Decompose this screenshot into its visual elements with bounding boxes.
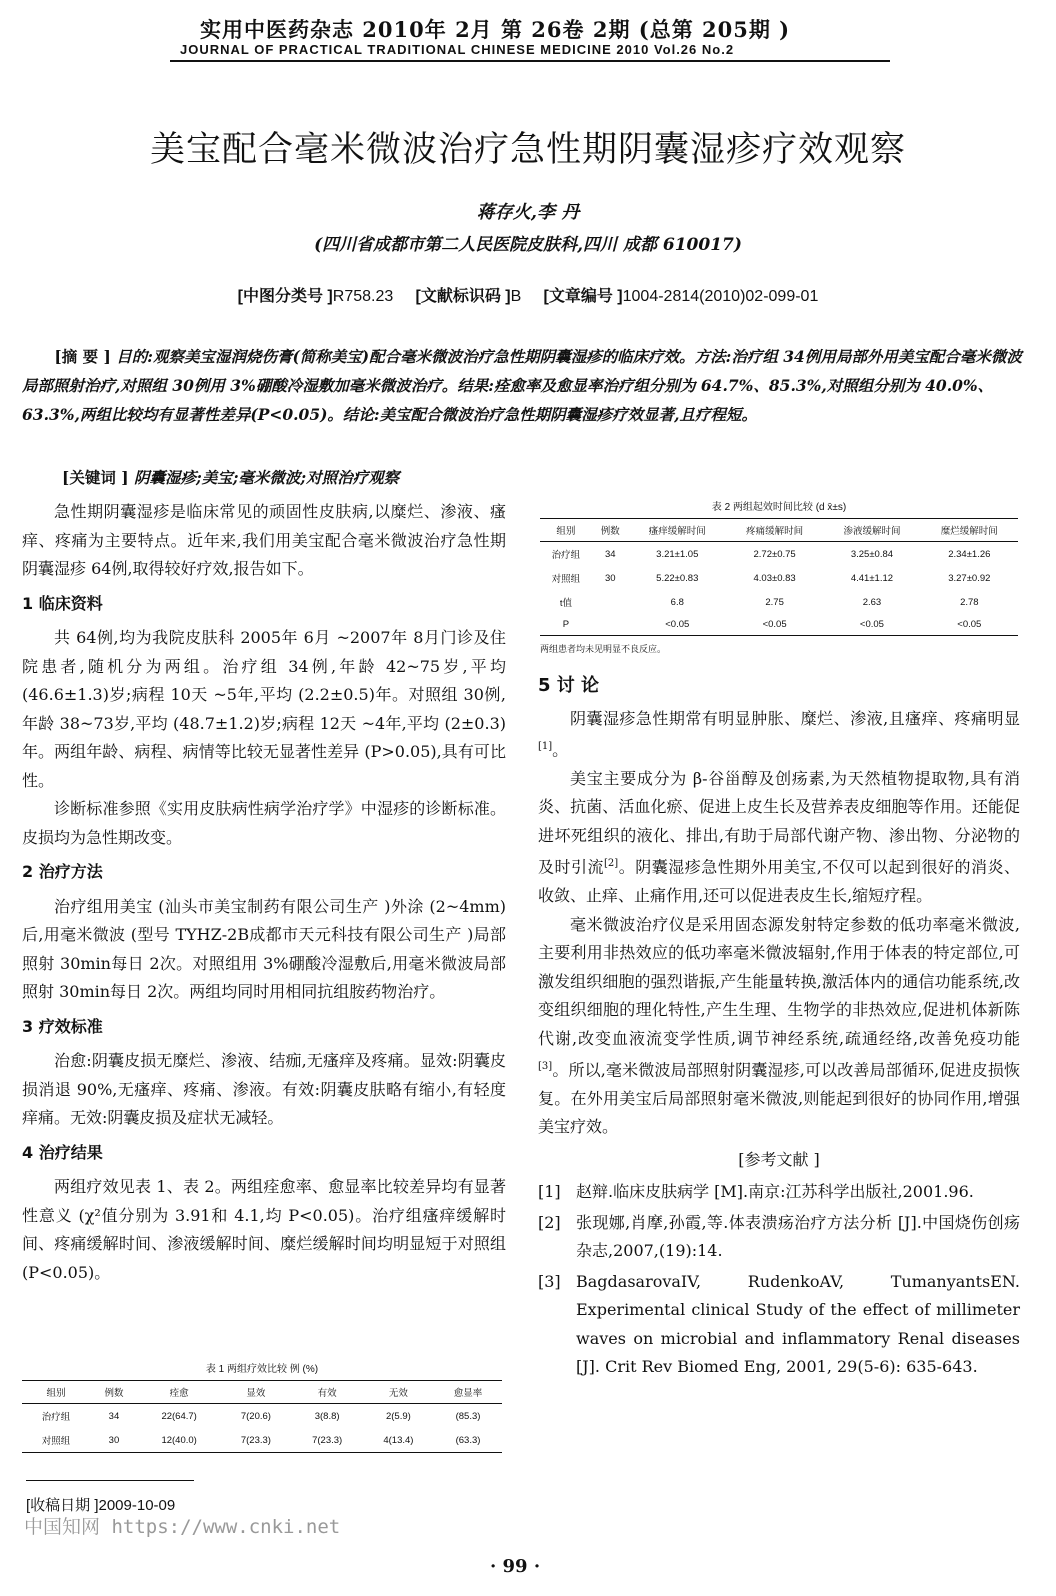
table-cell: 2.34±1.26 bbox=[948, 548, 991, 560]
section-5-p1-end: 。 bbox=[552, 740, 569, 760]
citation-3: [3] bbox=[538, 1061, 553, 1073]
article-no-label: [文章编号 ] bbox=[543, 288, 623, 305]
table-cell: 7(23.3) bbox=[292, 1428, 363, 1453]
article-title: 美宝配合毫米微波治疗急性期阴囊湿疹疗效观察 bbox=[149, 130, 906, 170]
table-1-header: 显效 bbox=[220, 1381, 291, 1404]
right-column bbox=[538, 672, 1020, 1382]
table-row bbox=[22, 1428, 502, 1453]
table-cell: 12(40.0) bbox=[138, 1428, 220, 1453]
table-cell: 22(64.7) bbox=[161, 1410, 197, 1422]
section-5-paragraph-1 bbox=[538, 705, 1020, 765]
header-rule bbox=[170, 60, 890, 62]
affiliation: (四川省成都市第二人民医院皮肤科,四川 成都 610017) bbox=[314, 235, 742, 255]
table-cell: 2(5.9) bbox=[385, 1410, 411, 1422]
table-row bbox=[540, 614, 1018, 636]
table-cell: 4(13.4) bbox=[363, 1428, 434, 1453]
section-3-paragraph: 治愈:阴囊皮损无糜烂、渗液、结痂,无瘙痒及疼痛。显效:阴囊皮损消退 90%,无瘙痒、疼痛、渗液。有效:阴囊皮肤略有缩小,有轻度痒痛。无效:阴囊皮损及症状无减轻。 bbox=[22, 1051, 506, 1127]
table-1-caption: 表 1 两组疗效比较 例 (%) bbox=[205, 1364, 319, 1375]
doc-code-value: B bbox=[510, 288, 522, 305]
section-5-p2-end: 。阴囊湿疹急性期外用美宝,不仅可以起到很好的消炎、收敛、止痒、止痛作用,还可以促进表皮生长,缩短疗程。 bbox=[538, 857, 1020, 906]
classification-line bbox=[0, 283, 1056, 306]
table-cell: 34 bbox=[604, 548, 616, 560]
table-cell: 5.22±0.83 bbox=[656, 572, 699, 584]
section-5-paragraph-2 bbox=[538, 765, 1020, 911]
reference-number: [3] bbox=[538, 1271, 561, 1291]
table-cell: (63.3) bbox=[434, 1428, 502, 1453]
table-cell: 2.63 bbox=[862, 596, 882, 608]
section-2-paragraph: 治疗组用美宝 (汕头市美宝制药有限公司生产 )外涂 (2~4mm)后,用毫米微波 (型号 TYHZ-2B成都市天元科技有限公司生产 )局部照射 30min每日 2次。对照组用 3%硼酸冷湿敷后,用毫米微波局部照射 30min每日 2次。两组均同时用相同抗组胺药物治疗。 bbox=[22, 896, 506, 1001]
section-4-paragraph: 两组疗效见表 1、表 2。两组痊愈率、愈显率比较差异均有显著性意义 (χ²值分别为 3.91和 4.1,均 P<0.05)。治疗组瘙痒缓解时间、疼痛缓解时间、渗液缓解时间、糜烂缓解时间均明显短于对照组 (P<0.05)。 bbox=[22, 1177, 506, 1282]
table-cell: <0.05 bbox=[823, 614, 920, 636]
keywords-text: 阴囊湿疹;美宝;毫米微波;对照治疗观察 bbox=[128, 468, 400, 487]
left-column bbox=[22, 498, 506, 1287]
table-1-header: 无效 bbox=[363, 1381, 434, 1404]
table-cell: t值 bbox=[559, 598, 572, 609]
table-cell bbox=[592, 614, 629, 636]
table-2-note: 两组患者均未见明显不良反应。 bbox=[540, 644, 667, 654]
table-cell: 6.8 bbox=[670, 596, 684, 608]
reference-item bbox=[538, 1209, 1020, 1266]
table-cell: <0.05 bbox=[629, 614, 726, 636]
table-2-caption: 表 2 两组起效时间比较 (d x̄±s) bbox=[711, 502, 847, 513]
table-2 bbox=[540, 498, 1018, 655]
table-1-header: 痊愈 bbox=[138, 1381, 220, 1404]
clc-value: R758.23 bbox=[332, 288, 394, 305]
table-row bbox=[22, 1404, 502, 1429]
table-2-header: 渗液缓解时间 bbox=[823, 519, 920, 542]
abstract bbox=[22, 342, 1027, 429]
table-cell bbox=[592, 590, 629, 614]
table-cell: 2.75 bbox=[765, 596, 784, 608]
section-4-title: 4 治疗结果 bbox=[22, 1142, 103, 1162]
reference-text: BagdasarovaIV, RudenkoAV, TumanyantsEN. Experimental clinical Study of the effect of millimeter waves on microbial and inflammatory Renal diseases [J]. Crit Rev Biomed Eng, 2001, 29(5-6): 635-643. bbox=[576, 1271, 1020, 1377]
clc-label: [中图分类号 ] bbox=[237, 288, 333, 305]
keywords bbox=[62, 466, 399, 488]
table-cell: 4.03±0.83 bbox=[753, 572, 796, 584]
table-cell: 对照组 bbox=[551, 574, 581, 585]
table-cell: 治疗组 bbox=[41, 1412, 71, 1423]
table-cell: P bbox=[540, 614, 592, 636]
authors: 蒋存火,李 丹 bbox=[476, 202, 580, 223]
reference-number: [2] bbox=[538, 1212, 561, 1232]
table-cell: 7(20.6) bbox=[240, 1410, 271, 1422]
table-cell: 对照组 bbox=[22, 1428, 90, 1453]
table-1-header: 有效 bbox=[292, 1381, 363, 1404]
article-no-value: 1004-2814(2010)02-099-01 bbox=[622, 288, 819, 305]
section-5-p2-text: 美宝主要成分为 β-谷甾醇及创疡素,为天然植物提取物,具有消炎、抗菌、活血化瘀、促进上皮生长及营养表皮细胞等作用。还能促进坏死组织的液化、排出,有助于局部代谢产物、渗出物、分泌物的及时引流 bbox=[538, 768, 1020, 877]
journal-header-en: JOURNAL OF PRACTICAL TRADITIONAL CHINESE MEDICINE 2010 Vol.26 No.2 bbox=[180, 42, 735, 57]
table-1-grid bbox=[22, 1380, 502, 1453]
table-2-header: 组别 bbox=[540, 519, 592, 542]
abstract-label: [摘 要 ] bbox=[54, 347, 111, 366]
table-cell: 3(8.8) bbox=[314, 1410, 340, 1422]
table-2-header: 瘙痒缓解时间 bbox=[629, 519, 726, 542]
table-cell: 30 bbox=[604, 572, 616, 584]
table-cell: 2.78 bbox=[960, 596, 979, 608]
doc-code-label: [文献标识码 ] bbox=[415, 288, 511, 305]
cnki-watermark: 中国知网 https://www.cnki.net bbox=[24, 1516, 341, 1538]
keywords-label: [关键词 ] bbox=[62, 468, 129, 487]
section-2-title: 2 治疗方法 bbox=[22, 862, 103, 881]
reference-item bbox=[538, 1268, 1020, 1382]
section-1-title: 1 临床资料 bbox=[22, 593, 103, 613]
section-5-p3-end: 。所以,毫米微波局部照射阴囊湿疹,可以改善局部循环,促进皮损恢复。在外用美宝后局部照射毫米微波,则能起到很好的协同作用,增强美宝疗效。 bbox=[538, 1060, 1020, 1137]
journal-header-cn: 实用中医药杂志 2010年 2月 第 26卷 2期 (总第 205期 ) bbox=[200, 17, 791, 42]
table-2-grid bbox=[540, 518, 1018, 636]
section-5-p3-text: 毫米微波治疗仪是采用固态源发射特定参数的低功率毫米微波,主要利用非热效应的低功率毫米微波辐射,作用于体表的特定部位,可激发组织细胞的强烈谐振,产生能量转换,激活体内的通信功能系统,改变组织细胞的理化特性,产生生理、生物学的非热效应,促进机体新陈代谢,改变血液流变学性质,调节神经系统,疏通经络,改善免疫功能 bbox=[538, 914, 1020, 1048]
references-heading: [参考文献 ] bbox=[738, 1149, 820, 1169]
table-cell: 34 bbox=[108, 1410, 120, 1422]
table-row bbox=[540, 566, 1018, 590]
table-cell: 治疗组 bbox=[551, 550, 581, 561]
table-row bbox=[540, 542, 1018, 567]
table-2-header: 疼痛缓解时间 bbox=[726, 519, 823, 542]
footnote-rule bbox=[26, 1480, 194, 1481]
table-cell: 4.41±1.12 bbox=[850, 572, 894, 584]
reference-item bbox=[538, 1178, 1020, 1207]
table-cell: (85.3) bbox=[455, 1410, 481, 1422]
table-2-header: 糜烂缓解时间 bbox=[921, 519, 1018, 542]
table-cell: <0.05 bbox=[726, 614, 823, 636]
citation-1: [1] bbox=[538, 741, 553, 752]
table-cell: 30 bbox=[90, 1428, 138, 1453]
page-number: · 99 · bbox=[490, 1556, 541, 1577]
table-2-header: 例数 bbox=[592, 519, 629, 542]
reference-text: 张现娜,肖摩,孙霞,等.体表溃疡治疗方法分析 [J].中国烧伤创疡杂志,2007,(19):14. bbox=[576, 1212, 1020, 1261]
citation-2: [2] bbox=[604, 858, 619, 870]
received-date: [收稿日期 ]2009-10-09 bbox=[26, 1497, 176, 1514]
table-1-header: 组别 bbox=[22, 1381, 90, 1404]
reference-text: 赵辩.临床皮肤病学 [M].南京:江苏科学出版社,2001.96. bbox=[576, 1182, 974, 1202]
intro-paragraph: 急性期阴囊湿疹是临床常见的顽固性皮肤病,以糜烂、渗液、瘙痒、疼痛为主要特点。近年来,我们用美宝配合毫米微波治疗急性期阴囊湿疹 64例,取得较好疗效,报告如下。 bbox=[22, 502, 506, 578]
table-row bbox=[540, 590, 1018, 614]
abstract-text: 目的:观察美宝湿润烧伤膏(简称美宝)配合毫米微波治疗急性期阴囊湿疹的临床疗效。方法:治疗组 34例用局部外用美宝配合毫米微波局部照射治疗,对照组 30例用 3%硼酸冷湿敷加毫米微波治疗。结果:痊愈率及愈显率治疗组分别为 64.7%、85.3%,对照组分别为 40.0%、63.3%,两组比较均有显著性差异(P<0.05)。结论:美宝配合微波治疗急性期阴囊湿疹疗效显著,且疗程短。 bbox=[22, 347, 1022, 424]
table-cell: 3.21±1.05 bbox=[656, 548, 699, 560]
table-cell: <0.05 bbox=[921, 614, 1018, 636]
table-cell: 3.27±0.92 bbox=[948, 572, 991, 584]
reference-number: [1] bbox=[538, 1182, 561, 1202]
section-5-title: 5 讨 论 bbox=[538, 675, 600, 696]
section-5-p1-text: 阴囊湿疹急性期常有明显肿胀、糜烂、渗液,且瘙痒、疼痛明显 bbox=[570, 708, 1020, 728]
table-1 bbox=[22, 1360, 502, 1453]
table-cell: 7(23.3) bbox=[220, 1428, 291, 1453]
section-1-paragraph-1: 共 64例,均为我院皮肤科 2005年 6月 ~2007年 8月门诊及住院患者,随机分为两组。治疗组 34例,年龄 42~75岁,平均 (46.6±1.3)岁;病程 10天 ~5年,平均 (2.2±0.5)年。对照组 30例,年龄 38~73岁,平均 (48.7±1.2)岁;病程 12天 ~4年,平均 (2±0.3)年。两组年龄、病程、病情等比较无显著性差异 (P>0.05),具有可比性。 bbox=[22, 628, 506, 790]
section-3-title: 3 疗效标准 bbox=[22, 1016, 103, 1036]
table-1-header: 例数 bbox=[90, 1381, 138, 1404]
table-1-header: 愈显率 bbox=[434, 1381, 502, 1404]
table-cell: 2.72±0.75 bbox=[753, 548, 796, 560]
table-cell: 3.25±0.84 bbox=[850, 548, 894, 560]
section-1-paragraph-2: 诊断标准参照《实用皮肤病性病学治疗学》中湿疹的诊断标准。皮损均为急性期改变。 bbox=[22, 799, 506, 847]
section-5-paragraph-3 bbox=[538, 911, 1020, 1142]
